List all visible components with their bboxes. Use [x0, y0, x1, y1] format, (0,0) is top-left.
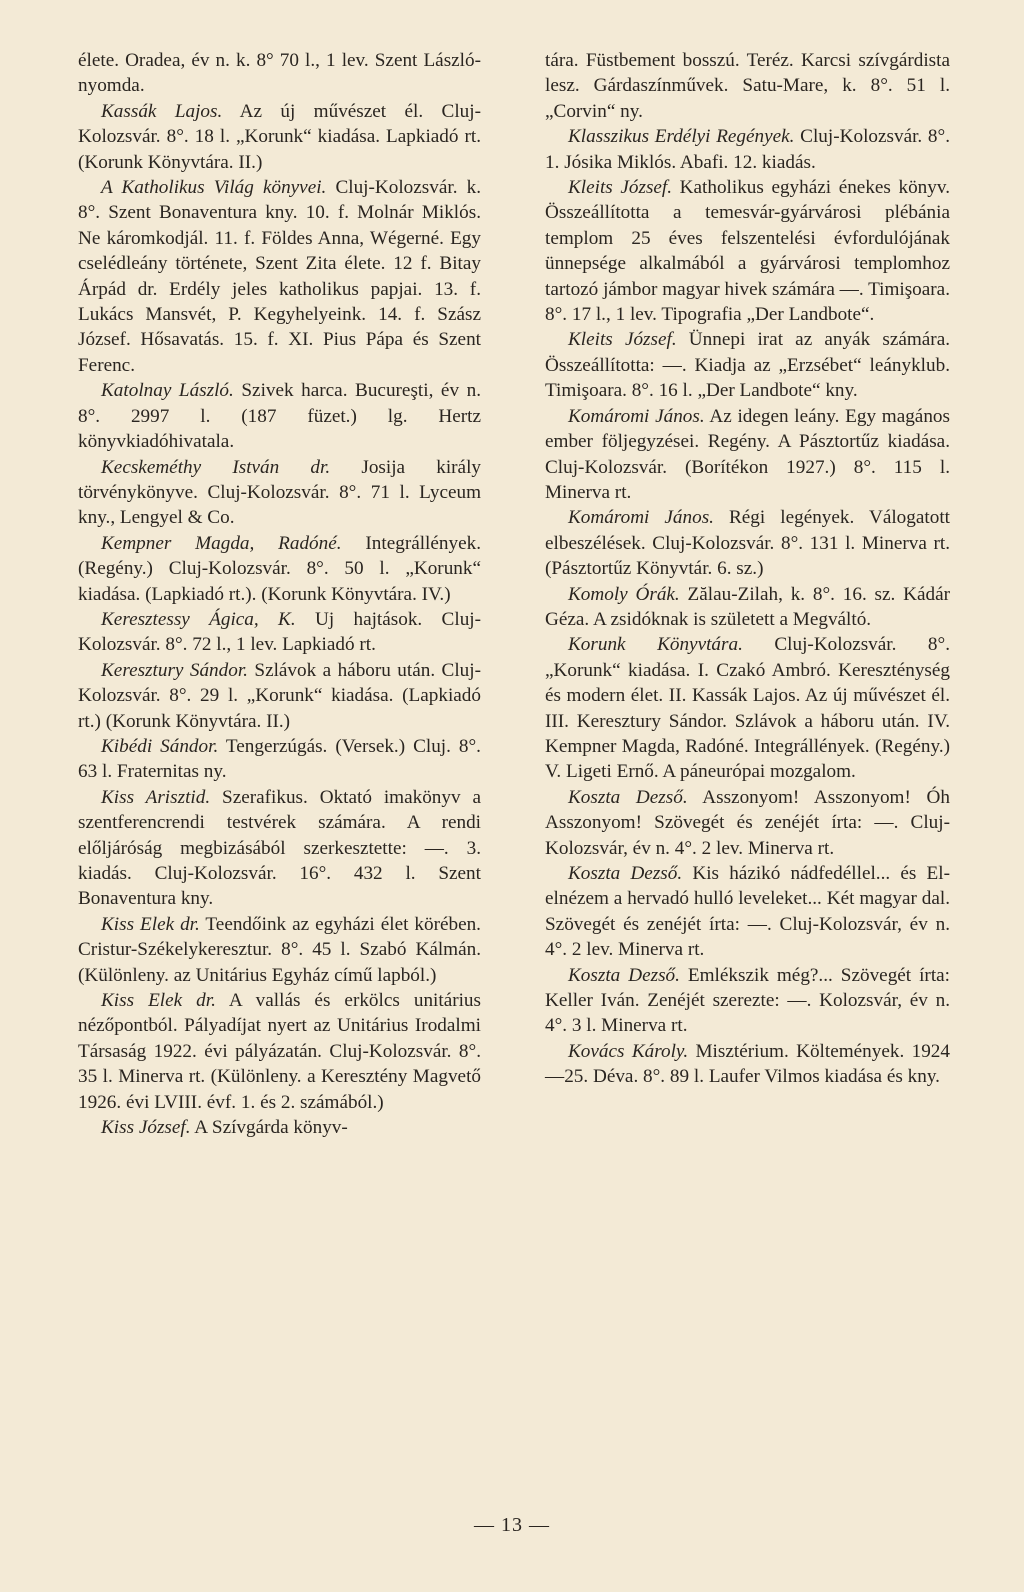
bib-entry — [78, 658, 481, 734]
entry-text: Zălau-Zilah, k. 8°. 16. sz. Kádár Géza. A zsidóknak is született a Megváltó. — [545, 583, 951, 630]
entry-text: Asszonyom! Asszonyom! Óh Asszonyom! Szövegét és zenéjét írta: —. Cluj-Kolozsvár, év n. 4°. 2 lev. Minerva rt. — [545, 786, 951, 859]
entry-text: Uj hajtások. Cluj-Kolozsvár. 8°. 72 l., 1 lev. Lapkiadó rt. — [78, 608, 482, 656]
entry-author: Kibédi Sándor. — [101, 735, 219, 757]
entry-text: A vallás és erkölcs unitárius nézőpontból. Pályadíjat nyert az Unitárius Irodalmi Társaság 1922. évi pályázatán. Cluj-Kolozsvár. 8°. 35 l. Minerva rt. (Különleny. a Keresztény Magvető 1926. évi LVIII. évf. 1. és 2. számából.) — [78, 990, 481, 1113]
bib-entry — [545, 632, 950, 784]
entry-text: Régi legények. Válogatott elbeszélések. Cluj-Kolozsvár. 8°. 131 l. Minerva rt. (Pásztortűz Könyvtár. 6. sz.) — [545, 507, 950, 580]
left-column — [78, 48, 481, 1140]
entry-author: Kiss Elek dr. — [101, 990, 216, 1012]
bib-entry — [545, 785, 950, 861]
entry-author: Kleits József. — [568, 177, 673, 199]
entry-text: Szivek harca. Bucureşti, év n. 8°. 2997 l. (187 füzet.) lg. Hertz könyvkiadóhivatala. — [78, 380, 481, 453]
entry-author: Kassák Lajos. — [101, 100, 223, 122]
entry-author: Koszta Dezső. — [568, 964, 680, 986]
entry-author: Kiss József. — [101, 1117, 191, 1139]
entry-author: Kleits József. — [568, 329, 677, 351]
bib-entry — [78, 912, 481, 988]
entry-author: Koszta Dezső. — [568, 786, 688, 808]
page-number: — 13 — — [474, 1514, 550, 1536]
bib-entry — [545, 861, 950, 963]
bib-entry — [545, 327, 950, 403]
entry-text: Cluj-Kolozsvár. 8°. 1. Jósika Miklós. Abafi. 12. kiadás. — [545, 126, 950, 173]
entry-author: A Katholikus Világ könyvei. — [101, 177, 327, 199]
bib-entry — [78, 1115, 481, 1140]
entry-text: Szerafikus. Oktató imakönyv a szentferencrendi testvérek számára. A rendi előljáróság megbizásából szerkesztette: —. 3. kiadás. Cluj-Kolozsvár. 16°. 432 l. Szent Bonaventura kny. — [78, 786, 481, 910]
entry-text: Teendőink az egyházi élet körében. Cristur-Székelykeresztur. 8°. 45 l. Szabó Kálmán. (Különleny. az Unitárius Egyház című lapból.) — [78, 913, 481, 986]
bib-entry — [78, 455, 481, 531]
entry-text: Katholikus egyházi énekes könyv. Összeállította a temesvár-gyárvárosi plébánia templom 25 éves felszentelési évfordulójának ünnepsége alkalmából a gyárvárosi templomhoz tartozó jámbor magyar hivek számára —. Timişoara. 8°. 17 l., 1 lev. Tipografia „Der Landbote“. — [545, 177, 951, 326]
bib-entry — [545, 1039, 950, 1090]
bib-entry — [78, 531, 481, 607]
entry-author: Katolnay László. — [101, 380, 234, 402]
entry-text: A Szívgárda könyv- — [190, 1117, 348, 1139]
entry-author: Kovács Károly. — [568, 1040, 689, 1062]
right-column — [545, 48, 950, 1090]
entry-text: Az új művészet él. Cluj-Kolozsvár. 8°. 18 l. „Korunk“ kiadása. Lapkiadó rt. (Korunk Könyvtára. II.) — [78, 100, 481, 173]
entry-author: Kecskeméthy István dr. — [101, 456, 331, 478]
entry-text: Ünnepi irat az anyák számára. Összeállította: —. Kiadja az „Erzsébet“ leányklub. Timişoara. 8°. 16 l. „Der Landbote“ kny. — [545, 329, 951, 402]
bib-entry — [545, 124, 950, 175]
entry-author: Keresztury Sándor. — [101, 659, 248, 681]
entry-author: Korunk Könyvtára. — [568, 634, 743, 656]
bib-entry: élete. Oradea, év n. k. 8° 70 l., 1 lev. Szent László-nyomda. — [78, 50, 481, 97]
entry-author: Komáromi János. — [568, 507, 714, 529]
bib-entry — [545, 582, 950, 633]
entry-text: Cluj-Kolozsvár. k. 8°. Szent Bonaventura kny. 10. f. Molnár Miklós. Ne káromkodjál. 11. f. Földes Anna, Wégerné. Egy cselédleány története, Szent Zita élete. 12 f. Bitay Árpád dr. Erdély jeles katholikus papjai. 13. f. Lukács Mansvét, P. Kegyhelyeink. 14. f. Szász József. Hősavatás. 15. f. XI. Pius Pápa és Szent Ferenc. — [78, 177, 481, 376]
entry-author: Kiss Elek dr. — [101, 913, 200, 935]
entry-author: Koszta Dezső. — [568, 863, 683, 884]
entry-text: Misztérium. Költemények. 1924—25. Déva. 8°. 89 l. Laufer Vilmos kiadása és kny. — [545, 1040, 950, 1088]
bib-entry — [78, 378, 481, 454]
entry-text: Szlávok a háboru után. Cluj-Kolozsvár. 8°. 29 l. „Korunk“ kiadása. (Lapkiadó rt.) (Korunk Könyvtára. II.) — [78, 659, 481, 732]
bib-entry — [78, 175, 481, 378]
entry-text: Cluj-Kolozsvár. 8°. „Korunk“ kiadása. I. Czakó Ambró. Kereszténység és modern élet. II. Kassák Lajos. Az új művészet él. III. Keresztury Sándor. Szlávok a háboru után. IV. Kempner Magda, Radóné. Integrállények. (Regény.) V. Ligeti Ernő. A páneurópai mozgalom. — [545, 634, 950, 783]
bib-entry — [545, 505, 950, 581]
bib-entry — [78, 785, 481, 912]
entry-author: Kiss Arisztid. — [101, 786, 211, 808]
entry-author: Komoly Órák. — [568, 583, 680, 605]
bib-entry — [78, 99, 481, 175]
bib-entry — [78, 734, 481, 785]
bib-entry — [545, 175, 950, 327]
entry-author: Kempner Magda, Radóné. — [101, 532, 342, 554]
bib-entry: tára. Füstbement bosszú. Teréz. Karcsi szívgárdista lesz. Gárdaszínművek. Satu-Mare, k. 8°. 51 l. „Corvin“ ny. — [545, 50, 950, 122]
entry-text: Kis házikó nádfedéllel... és El-elnézem a hervadó hulló leveleket... Két magyar dal. Szövegét és zenéjét írta: —. Cluj-Kolozsvár, év n. 4°. 2 lev. Minerva rt. — [545, 863, 951, 961]
entry-text: Integrállények. (Regény.) Cluj-Kolozsvár. 8°. 50 l. „Korunk“ kiadása. (Lapkiadó rt.). (Korunk Könyvtára. IV.) — [78, 532, 481, 605]
entry-text: Josija király törvénykönyve. Cluj-Kolozsvár. 8°. 71 l. Lyceum kny., Lengyel & Co. — [78, 456, 482, 529]
entry-text: Tengerzúgás. (Versek.) Cluj. 8°. 63 l. Fraternitas ny. — [78, 735, 481, 783]
bib-entry — [78, 988, 481, 1115]
entry-author: Klasszikus Erdélyi Regények. — [568, 126, 795, 148]
bib-entry — [545, 963, 950, 1039]
entry-text: Emlékszik még?... Szövegét írta: Keller Iván. Zenéjét szerezte: —. Kolozsvár, év n. 4°. 3 l. Minerva rt. — [545, 964, 951, 1037]
bib-entry — [545, 404, 950, 506]
entry-author: Komáromi János. — [568, 405, 705, 427]
bib-entry — [78, 607, 481, 658]
entry-text: Az idegen leány. Egy magános ember följegyzései. Regény. A Pásztortűz kiadása. Cluj-Kolozsvár. (Borítékon 1927.) 8°. 115 l. Minerva rt. — [545, 405, 950, 503]
entry-author: Keresztessy Ágica, K. — [101, 608, 296, 630]
